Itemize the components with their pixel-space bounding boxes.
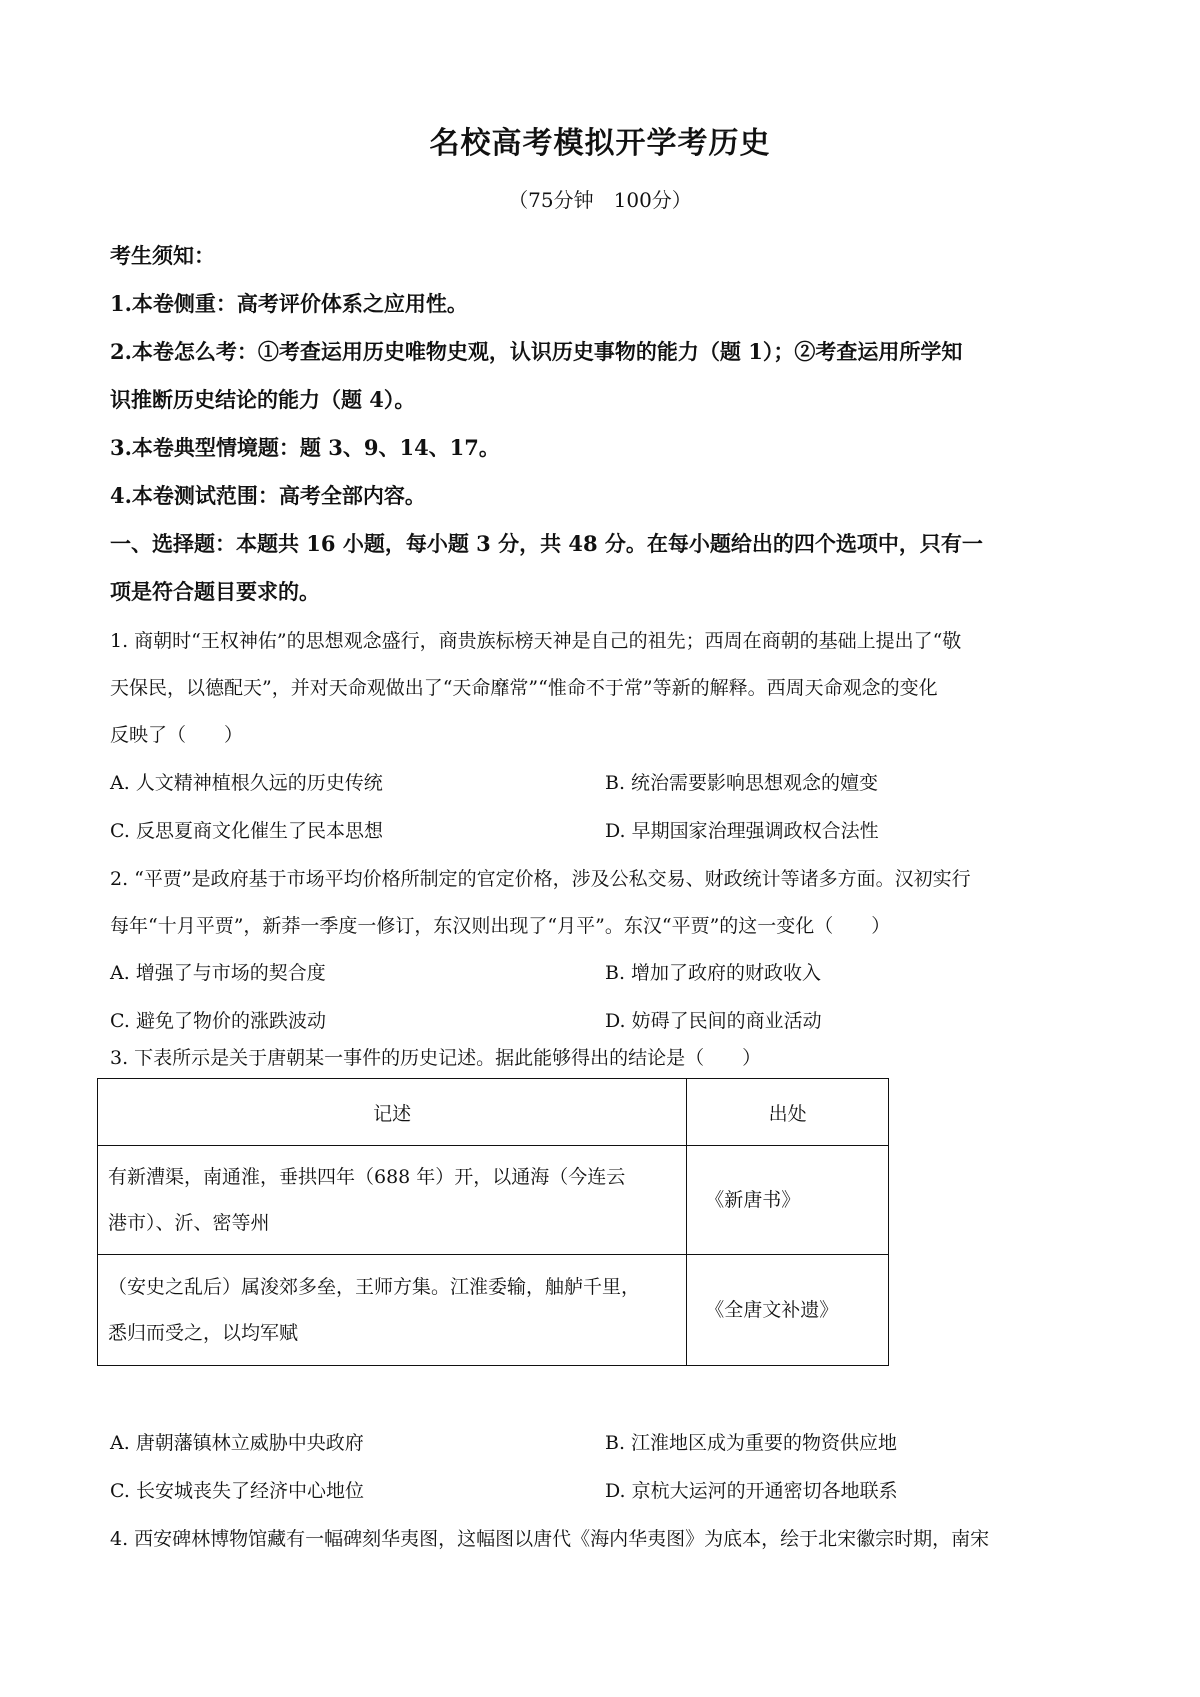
question-2-line-1: 2. “平贾”是政府基于市场平均价格所制定的官定价格，涉及公私交易、财政统计等诸多方面。汉初实行 [110, 868, 971, 890]
table-header-source: 出处 [687, 1079, 889, 1146]
question-1-line-3: 反映了（ ） [110, 724, 244, 746]
section-heading-line-2: 项是符合题目要求的。 [110, 579, 320, 604]
note-2-line-2: 识推断历史结论的能力（题 4）。 [110, 387, 416, 412]
table-cell-account [98, 1146, 687, 1255]
question-1-line-1: 1. 商朝时“王权神佑”的思想观念盛行，商贵族标榜天神是自己的祖先；西周在商朝的基础上提出了“敬 [110, 630, 962, 652]
table-row [98, 1146, 889, 1255]
note-1: 1.本卷侧重：高考评价体系之应用性。 [110, 291, 468, 316]
table-cell-account [98, 1255, 687, 1366]
section-heading-line-1: 一、选择题：本题共 16 小题，每小题 3 分，共 48 分。在每小题给出的四个选项中，只有一 [110, 531, 983, 556]
page-title: 名校高考模拟开学考历史 [429, 126, 771, 161]
question-1-line-2: 天保民，以德配天”，并对天命观做出了“天命靡常”“惟命不于常”等新的解释。西周天命观念的变化 [110, 677, 938, 699]
question-2-line-2: 每年“十月平贾”，新莽一季度一修订，东汉则出现了“月平”。东汉“平贾”的这一变化（ ） [110, 915, 891, 937]
question-3-option-c[interactable]: C. 长安城丧失了经济中心地位 [110, 1480, 364, 1502]
page-subtitle: （75分钟 100分） [508, 188, 692, 212]
question-3-option-d[interactable]: D. 京杭大运河的开通密切各地联系 [605, 1480, 898, 1502]
question-1-option-c[interactable]: C. 反思夏商文化催生了民本思想 [110, 820, 383, 842]
note-4: 4.本卷测试范围：高考全部内容。 [110, 483, 426, 508]
table-cell-line: 悉归而受之，以均军赋 [108, 1322, 299, 1344]
table-cell-source: 《新唐书》 [687, 1146, 889, 1255]
table-header-row [98, 1079, 889, 1146]
source-table [97, 1078, 889, 1366]
question-3-option-a[interactable]: A. 唐朝藩镇林立威胁中央政府 [110, 1432, 364, 1454]
table-header-account: 记述 [98, 1079, 687, 1146]
note-2-line-1: 2.本卷怎么考：①考查运用历史唯物史观，认识历史事物的能力（题 1）；②考查运用所学知 [110, 339, 963, 364]
question-1-option-a[interactable]: A. 人文精神植根久远的历史传统 [110, 772, 383, 794]
table-row [98, 1255, 889, 1366]
question-1-option-b[interactable]: B. 统治需要影响思想观念的嬗变 [605, 772, 879, 794]
table-cell-line: 港市）、沂、密等州 [108, 1212, 270, 1234]
question-2-option-c[interactable]: C. 避免了物价的涨跌波动 [110, 1010, 326, 1032]
question-3-option-b[interactable]: B. 江淮地区成为重要的物资供应地 [605, 1432, 898, 1454]
note-3: 3.本卷典型情境题：题 3、9、14、17。 [110, 435, 500, 460]
question-2-option-b[interactable]: B. 增加了政府的财政收入 [605, 962, 822, 984]
table-cell-source: 《全唐文补遗》 [687, 1255, 889, 1366]
question-2-option-a[interactable]: A. 增强了与市场的契合度 [110, 962, 326, 984]
question-2-option-d[interactable]: D. 妨碍了民间的商业活动 [605, 1010, 822, 1032]
table-cell-line: 有新漕渠，南通淮，垂拱四年（688 年）开，以通海（今连云 [108, 1166, 626, 1188]
question-4-line-1: 4. 西安碑林博物馆藏有一幅碑刻华夷图，这幅图以唐代《海内华夷图》为底本，绘于北宋徽宗时期，南宋 [110, 1528, 990, 1550]
question-1-option-d[interactable]: D. 早期国家治理强调政权合法性 [605, 820, 879, 842]
question-3-line-1: 3. 下表所示是关于唐朝某一事件的历史记述。据此能够得出的结论是（ ） [110, 1047, 762, 1069]
table-cell-line: （安史之乱后）属浚郊多垒，王师方集。江淮委输，舳舻千里， [108, 1276, 641, 1298]
notes-heading: 考生须知： [110, 243, 215, 268]
